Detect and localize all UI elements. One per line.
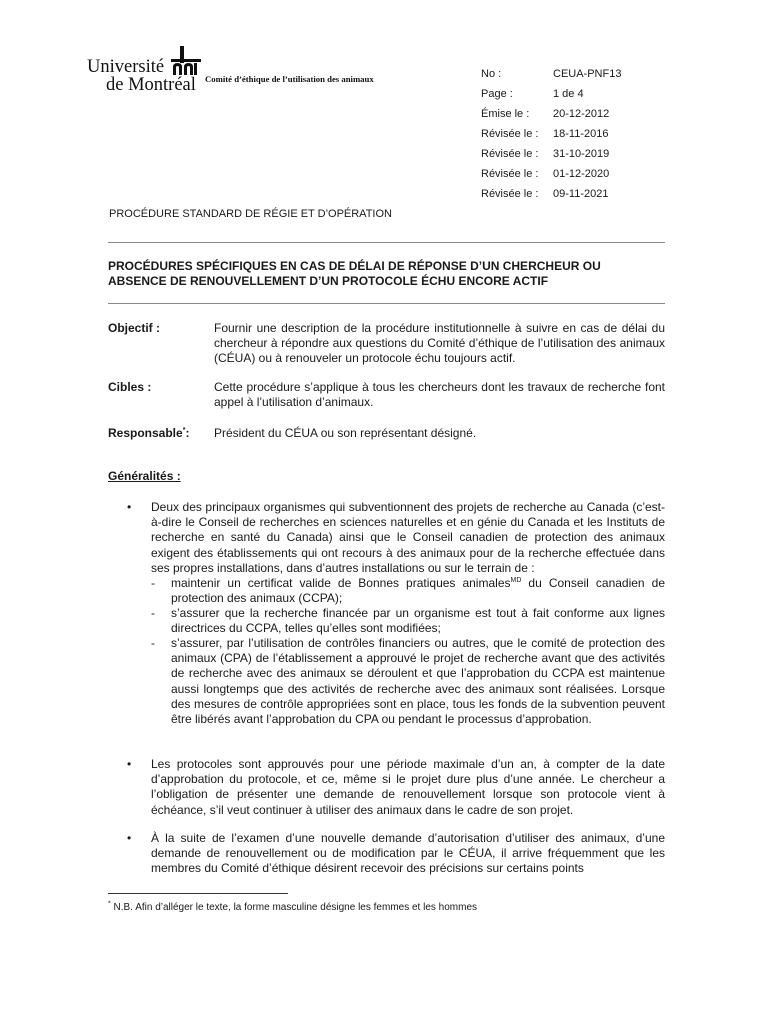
generalites-heading: Généralités : [108,469,181,483]
divider-bottom [108,303,665,304]
bullet-3-text: À la suite de l’examen d’une nouvelle demande d’autorisation d’utiliser des animaux, d’une demande de renouvellement ou de modification par le CÉUA, il arrive fréquemment que les membres du Comité d’éthique désirent recevoir des précisions sur certains points [151,831,665,876]
revision-value: 01-12-2020 [553,168,610,180]
revision-value: 1 de 4 [553,88,584,100]
revision-label: Révisée le : [481,128,539,140]
dash-icon: - [151,576,155,590]
revision-label: Révisée le : [481,168,539,180]
revision-value: 09-11-2021 [553,188,609,200]
bullet-1-item-2: s’assurer que la recherche financée par un organisme est tout à fait conforme aux lignes directrices du CCPA, telles qu’elles sont modifiées; [171,606,665,636]
bullet-icon: • [127,500,132,514]
revision-row [481,144,621,164]
revision-row [481,84,621,104]
responsable-label [108,426,189,440]
revision-value: 18-11-2016 [553,128,609,140]
responsable-label-text: Responsable [108,426,183,440]
page-title-line1: PROCÉDURES SPÉCIFIQUES EN CAS DE DÉLAI DE RÉPONSE D’UN CHERCHEUR OU [108,259,601,273]
revision-label: No : [481,68,502,80]
revision-row [481,164,621,184]
footnote-text: N.B. Afin d’alléger le texte, la forme masculine désigne les femmes et les hommes [110,902,478,913]
revision-value: CEUA-PNF13 [553,68,622,80]
trademark-md: MD [510,577,522,584]
footnote-divider [108,893,288,894]
divider-top [108,242,665,243]
responsable-label-colon: : [185,426,190,440]
revision-label: Révisée le : [481,188,539,200]
dash-icon: - [151,636,155,650]
revision-row [481,124,621,144]
cibles-label: Cibles : [108,380,152,394]
responsable-footnote-mark: * [182,427,186,434]
revision-value: 31-10-2019 [553,148,610,160]
objectif-text: Fournir une description de la procédure institutionnelle à suivre en cas de délai du chercheur à répondre aux questions du Comité d’éthique de l’utilisation des animaux (CÉUA) ou à renouveler un protocole échu toujours actif. [214,321,665,366]
cibles-text: Cette procédure s’applique à tous les chercheurs dont les travaux de recherche font appel à l’utilisation d’animaux. [214,380,665,410]
page-title-line2: ABSENCE DE RENOUVELLEMENT D’UN PROTOCOLE ÉCHU ENCORE ACTIF [108,274,549,288]
footnote-mark: * [108,900,111,908]
bullet-1-item-3: s’assurer, par l’utilisation de contrôles financiers ou autres, que le comité de protection des animaux (CPA) de l’établissement a approuvé le projet de recherche avant que des activités de recherche avec des animaux se déroulent et que l’approbation du CCPA est maintenue aussi longtemps que des activités de recherche avec des animaux sont réalisées. Lorsque des mesures de contrôle appropriées sont en place, tous les fonds de la subvention peuvent être libérés avant l’approbation du CPA ou pendant le processus d’approbation. [171,636,665,727]
university-name-line1: Université [87,57,165,77]
bullet-1-intro: Deux des principaux organismes qui subventionnent des projets de recherche au Canada (c’est-à-dire le Conseil de recherches en sciences naturelles et en génie du Canada et les Instituts de recherche en santé du Canada) ainsi que le Conseil canadien de protection des animaux exigent des établissements qui ont recours à des animaux pour de la recherche effectuée dans ses propres installations, dans d’autres installations ou sur le terrain de : [151,500,665,575]
dash-icon: - [151,606,155,620]
footnote [108,902,477,913]
bullet-1-item-1-post: du Conseil canadien de protection des animaux (CCPA); [171,576,665,606]
bullet-icon: • [127,757,132,771]
bullet-1-item-1 [171,576,665,606]
responsable-text: Président du CÉUA ou son représentant désigné. [214,426,477,440]
bullet-icon: • [127,831,132,845]
bullet-1-item-1-pre: maintenir un certificat valide de Bonnes pratiques animales [171,576,511,590]
revision-row [481,64,621,84]
objectif-label: Objectif : [108,321,161,335]
revision-value: 20-12-2012 [553,108,610,120]
page-title [108,259,668,289]
bullet-2-text: Les protocoles sont approuvés pour une période maximale d’un an, à compter de la date d’approbation du protocole, et ce, même si le projet dure plus d’une année. Le chercheur a l’obligation de présenter une demande de renouvellement lorsque son protocole vient à échéance, s’il veut continuer à utiliser des animaux dans le cadre de son projet. [151,757,665,817]
revision-label: Page : [481,88,513,100]
university-name-line2: de Montréal [106,75,196,95]
revision-table [481,64,621,204]
revision-row [481,184,621,204]
procedure-type: PROCÉDURE STANDARD DE RÉGIE ET D’OPÉRATION [109,208,392,220]
university-emblem-icon [171,46,201,76]
revision-row [481,104,621,124]
revision-label: Révisée le : [481,148,539,160]
revision-label: Émise le : [481,108,530,120]
committee-name: Comité d’éthique de l’utilisation des animaux [205,74,374,84]
